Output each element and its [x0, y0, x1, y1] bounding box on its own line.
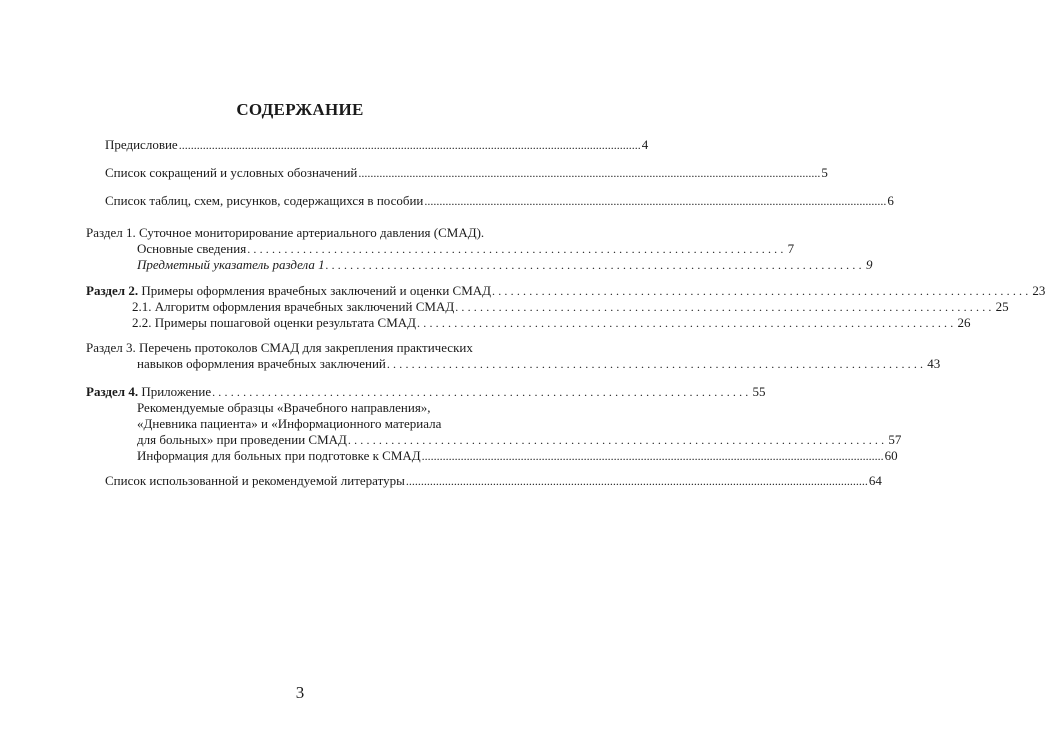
- toc-section-4-sub-1-line[interactable]: «Дневника пациента» и «Информационного материала: [137, 416, 442, 431]
- toc-entry-text: Список использованной и рекомендуемой литературы: [105, 473, 405, 488]
- leader-dots: .......................................................................................: [386, 357, 927, 371]
- leader-dots: ..........................................................................................................................................................: [358, 166, 821, 180]
- toc-page-number: 25: [995, 299, 1009, 314]
- toc-entry-text: Предисловие: [105, 137, 178, 152]
- section-label: Раздел 3.: [86, 340, 136, 355]
- toc-page-number: 57: [888, 432, 902, 447]
- leader-dots: .......................................................................................: [347, 433, 888, 447]
- section-title: Примеры оформления врачебных заключений и оценки СМАД: [141, 283, 492, 298]
- section-title: Перечень протоколов СМАД для закрепления практических: [139, 340, 473, 355]
- toc-entry-text: Информация для больных при подготовке к СМАД: [137, 448, 421, 463]
- toc-section-4-sub-1-line[interactable]: Рекомендуемые образцы «Врачебного направления»,: [137, 400, 431, 415]
- toc-entry-tables[interactable]: [105, 193, 894, 209]
- toc-entry-literature[interactable]: [105, 473, 882, 489]
- toc-entry-preface[interactable]: [105, 137, 649, 153]
- toc-entry-section-1-index[interactable]: [137, 257, 873, 273]
- page-number: 3: [295, 683, 305, 702]
- section-title: Приложение: [141, 384, 212, 399]
- leader-dots: .......................................................................................: [455, 300, 995, 314]
- section-label: Раздел 2.: [86, 283, 139, 298]
- leader-dots: ..........................................................................................................................................................: [421, 449, 884, 463]
- toc-page-number: 4: [641, 137, 649, 152]
- toc-entry-section-4-2[interactable]: [137, 448, 898, 464]
- toc-section-3-heading[interactable]: [86, 340, 473, 356]
- toc-entry-section-4[interactable]: [86, 384, 766, 400]
- section-label: Раздел 1.: [86, 225, 136, 240]
- toc-entry-abbreviations[interactable]: [105, 165, 828, 181]
- toc-section-1-heading[interactable]: [86, 225, 484, 241]
- toc-entry-section-1[interactable]: [137, 241, 795, 257]
- leader-dots: .......................................................................................: [325, 258, 866, 272]
- leader-dots: ..........................................................................................................................................................: [424, 194, 887, 208]
- toc-page-number: 9: [866, 257, 873, 272]
- toc-entry-section-2[interactable]: [86, 283, 1045, 299]
- toc-page-number: 5: [821, 165, 828, 180]
- toc-entry-section-3[interactable]: [137, 356, 941, 372]
- leader-dots: ..........................................................................................................................................................: [178, 138, 641, 152]
- toc-page-number: 64: [868, 473, 882, 488]
- toc-page-number: 55: [752, 384, 766, 399]
- section-label: Раздел 4.: [86, 384, 139, 399]
- toc-page-number: 60: [884, 448, 898, 463]
- section-title: Суточное мониторирование артериального давления (СМАД).: [139, 225, 485, 240]
- leader-dots: .......................................................................................: [492, 284, 1032, 298]
- toc-page-number: 43: [927, 356, 941, 371]
- leader-dots: .......................................................................................: [212, 385, 752, 399]
- toc-page-number: 23: [1032, 283, 1045, 298]
- leader-dots: .......................................................................................: [417, 316, 957, 330]
- toc-entry-text: Список сокращений и условных обозначений: [105, 165, 358, 180]
- toc-entry-text: 2.1. Алгоритм оформления врачебных заключений СМАД: [132, 299, 455, 314]
- toc-entry-section-4-1[interactable]: [137, 432, 902, 448]
- toc-entry-section-2-1[interactable]: [132, 299, 1009, 315]
- toc-page-number: 26: [957, 315, 971, 330]
- toc-entry-text: 2.2. Примеры пошаговой оценки результата СМАД: [132, 315, 417, 330]
- toc-entry-text: для больных» при проведении СМАД: [137, 432, 347, 447]
- leader-dots: .......................................................................................: [247, 242, 787, 256]
- toc-entry-text: Список таблиц, схем, рисунков, содержащихся в пособии: [105, 193, 424, 208]
- section-title-cont: навыков оформления врачебных заключений: [137, 356, 386, 371]
- section-title-cont: Основные сведения: [137, 241, 247, 256]
- toc-page-number: 6: [887, 193, 894, 208]
- toc-entry-text: Предметный указатель раздела 1: [137, 257, 325, 272]
- toc-entry-section-2-2[interactable]: [132, 315, 971, 331]
- leader-dots: ..........................................................................................................................................................: [405, 474, 868, 488]
- page-title: СОДЕРЖАНИЕ: [236, 100, 364, 119]
- toc-page-number: 7: [787, 241, 795, 256]
